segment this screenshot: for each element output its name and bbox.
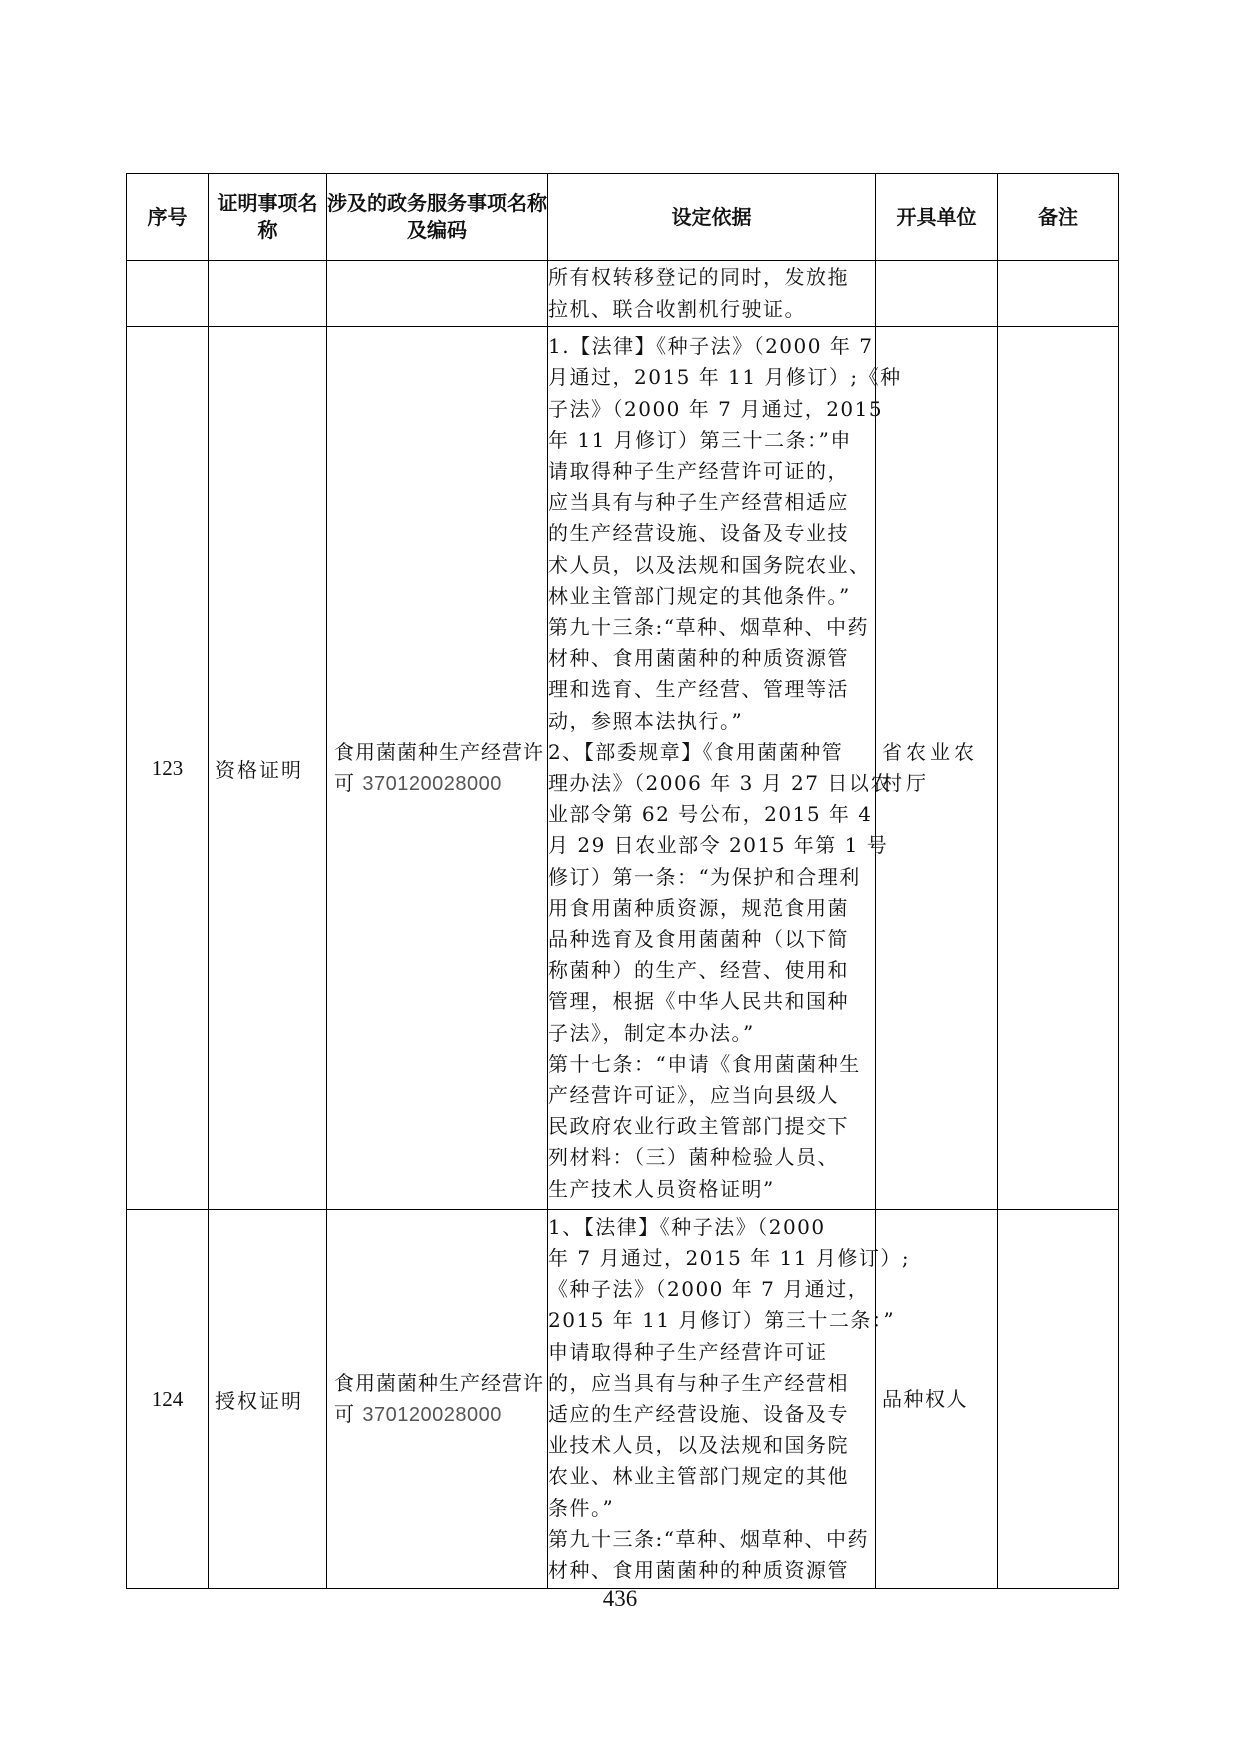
basis-line: 林业主管部门规定的其他条件。”	[548, 583, 851, 608]
cell-no: 123	[127, 327, 209, 1210]
cell-no: 124	[127, 1210, 209, 1589]
basis-line: 的生产经营设施、设备及专业技	[548, 521, 849, 546]
header-note: 备注	[998, 174, 1119, 261]
table-row	[127, 1210, 1119, 1589]
basis-line: 术人员，以及法规和国务院农业、	[548, 552, 871, 577]
basis-line: 应当具有与种子生产经营相适应	[548, 490, 849, 515]
cell-service	[327, 327, 548, 1210]
basis-line: 用食用菌种质资源，规范食用菌	[548, 895, 849, 920]
basis-line: 拉机、联合收割机行驶证。	[548, 296, 806, 321]
basis-line: 业技术人员，以及法规和国务院	[548, 1433, 849, 1458]
header-issuer: 开具单位	[876, 174, 998, 261]
basis-line: 2、【部委规章】《食用菌菌种管	[548, 739, 844, 764]
basis-line: 产经营许可证》，应当向县级人	[548, 1083, 839, 1108]
basis-line: 子法》（2000 年 7 月通过，2015	[548, 396, 884, 421]
service-code: 370120028000	[362, 1403, 502, 1426]
cell-item-name	[209, 261, 327, 327]
cell-note	[998, 261, 1119, 327]
basis-line: 动，参照本法执行。”	[548, 708, 744, 733]
cell-issuer: 品种权人	[876, 1210, 998, 1589]
cell-service	[327, 261, 548, 327]
cell-basis	[548, 1210, 911, 1589]
header-service: 涉及的政务服务事项名称及编码	[327, 174, 548, 261]
basis-line: 业部令第 62 号公布，2015 年 4	[548, 802, 873, 827]
service-name: 食用菌菌种生产经营许可	[334, 739, 544, 795]
basis-line: 生产技术人员资格证明”	[548, 1176, 775, 1201]
service-code: 370120028000	[362, 772, 502, 795]
cell-issuer	[876, 261, 998, 327]
certification-items-table	[126, 173, 1119, 1589]
basis-line: 称菌种）的生产、经营、使用和	[548, 958, 849, 983]
page-number: 436	[602, 1586, 638, 1611]
header-item-name: 证明事项名称	[209, 174, 327, 261]
basis-line: 第九十三条:“草种、烟草种、中药	[548, 614, 869, 639]
basis-line: 的，应当具有与种子生产经营相	[548, 1370, 849, 1395]
cell-service	[327, 1210, 548, 1589]
basis-line: 1、【法律】《种子法》（2000	[548, 1214, 826, 1239]
cell-basis	[548, 261, 876, 327]
cell-item-name: 资格证明	[209, 327, 327, 1210]
basis-line: 理办法》（2006 年 3 月 27 日以农	[548, 771, 892, 795]
basis-line: 农业、林业主管部门规定的其他	[548, 1464, 849, 1489]
basis-line: 材种、食用菌菌种的种质资源管	[548, 646, 849, 671]
basis-line: 条件。”	[548, 1495, 615, 1520]
basis-line: 1.【法律】《种子法》（2000 年 7	[548, 334, 874, 359]
cell-note	[998, 1210, 1119, 1589]
basis-line: 请取得种子生产经营许可证的，	[548, 458, 849, 483]
basis-line: 子法》，制定本办法。”	[548, 1020, 755, 1045]
basis-line: 管理，根据《中华人民共和国种	[548, 989, 849, 1014]
basis-line: 月 29 日农业部令 2015 年第 1 号	[548, 833, 889, 858]
service-name: 食用菌菌种生产经营许可	[334, 1370, 544, 1426]
basis-line: 年 7 月通过，2015 年 11 月修订）;	[548, 1245, 911, 1270]
table-header-row	[127, 174, 1119, 261]
basis-line: 所有权转移登记的同时，发放拖	[548, 265, 849, 290]
basis-line: 2015 年 11 月修订）第三十二条：”	[548, 1308, 896, 1333]
basis-line: 理和选育、生产经营、管理等活	[548, 677, 849, 702]
table-row-continuation	[127, 261, 1119, 327]
header-no: 序号	[127, 174, 209, 261]
basis-line: 适应的生产经营设施、设备及专	[548, 1402, 849, 1426]
header-basis: 设定依据	[548, 174, 876, 261]
basis-line: 《种子法》（2000 年 7 月通过，	[548, 1277, 870, 1302]
basis-line: 修订）第一条：“为保护和合理利	[548, 864, 861, 889]
cell-issuer: 省农业农村厅	[876, 327, 998, 1210]
basis-line: 第九十三条:“草种、烟草种、中药	[548, 1526, 869, 1551]
cell-note	[998, 327, 1119, 1210]
basis-line: 品种选育及食用菌菌种（以下简	[548, 927, 849, 952]
basis-line: 申请取得种子生产经营许可证	[548, 1339, 828, 1364]
basis-line: 材种、食用菌菌种的种质资源管	[548, 1558, 849, 1583]
basis-line: 第十七条：“申请《食用菌菌种生	[548, 1051, 861, 1076]
basis-line: 列材料：（三）菌种检验人员、	[548, 1145, 839, 1170]
cell-basis	[548, 327, 902, 1210]
cell-no	[127, 261, 209, 327]
table-row	[127, 327, 1119, 1210]
basis-line: 月通过，2015 年 11 月修订）;《种	[548, 365, 902, 390]
cell-item-name: 授权证明	[209, 1210, 327, 1589]
basis-line: 民政府农业行政主管部门提交下	[548, 1114, 849, 1139]
basis-line: 年 11 月修订）第三十二条：”申	[548, 427, 852, 452]
